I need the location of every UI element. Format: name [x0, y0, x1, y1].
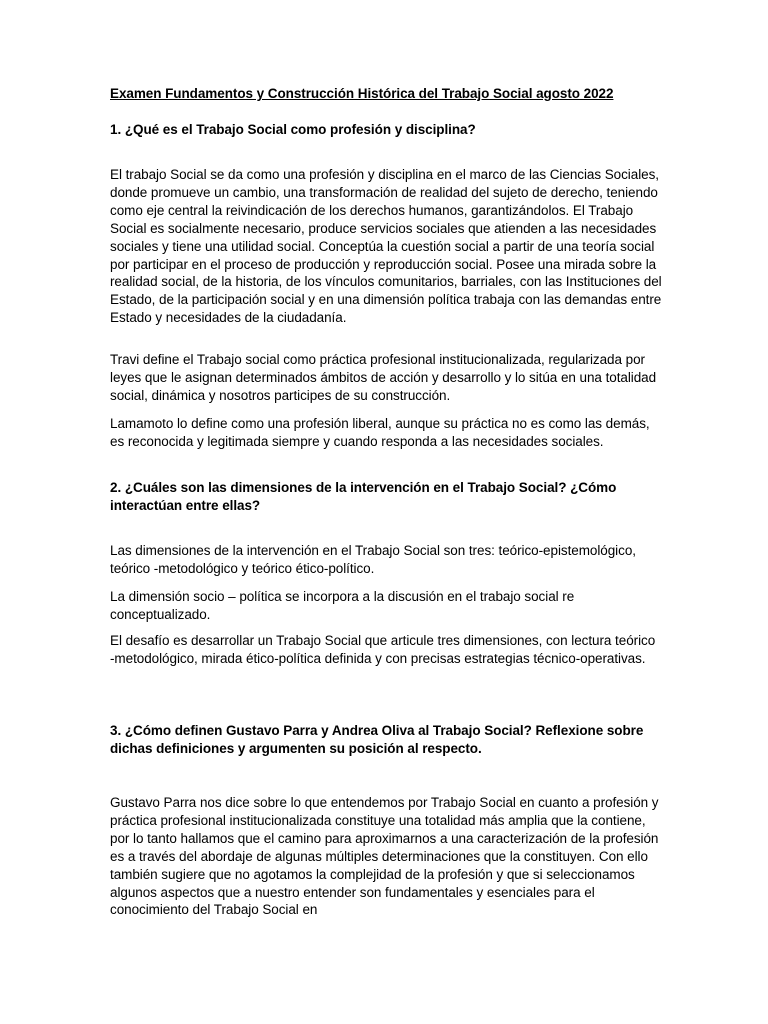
answer-2-paragraph-1: Las dimensiones de la intervención en el Trabajo Social son tres: teórico-epistemológico, teórico -metodológico y teórico ético-político.	[110, 543, 636, 576]
answer-1-paragraph-3: Lamamoto lo define como una profesión liberal, aunque su práctica no es como las demás, es reconocida y legitimada siempre y cuando responda a las necesidades sociales.	[110, 416, 650, 449]
answer-1-paragraph-1: El trabajo Social se da como una profesión y disciplina en el marco de las Ciencias Sociales, donde promueve un cambio, una transformación de realidad del sujeto de derecho, teniendo como eje central la reivindicación de los derechos humanos, garantizándolos. El Trabajo Social es socialmente necesario, produce servicios sociales que atienden a las necesidades sociales y tiene una utilidad social. Conceptúa la cuestión social a partir de una teoría social por participar en el proceso de producción y reproducción social. Posee una mirada sobre la realidad social, de la historia, de los vínculos comunitarios, barriales, con las Instituciones del Estado, de la participación social y en una dimensión política trabaja con las demandas entre Estado y necesidades de la ciudadanía.	[110, 167, 662, 326]
question-1: 1. ¿Qué es el Trabajo Social como profesión y disciplina?	[110, 122, 476, 137]
answer-3-paragraph-1: Gustavo Parra nos dice sobre lo que entendemos por Trabajo Social en cuanto a profesión y práctica profesional institucionalizada constituye una totalidad más amplia que la contiene, por lo tanto hallamos que el camino para aproximarnos a una caracterización de la profesión es a través del abordaje de algunas múltiples determinaciones que la constituyen. Con ello también sugiere que no agotamos la complejidad de la profesión y que si seleccionamos algunos aspectos que a nuestro entender son fundamentales y esenciales para el conocimiento del Trabajo Social en	[110, 795, 659, 918]
answer-1-paragraph-2: Travi define el Trabajo social como práctica profesional institucionalizada, regularizada por leyes que le asignan determinados ámbitos de acción y desarrollo y lo sitúa en una totalidad social, dinámica y nosotros participes de su construcción.	[110, 352, 657, 403]
answer-2-paragraph-3: El desafío es desarrollar un Trabajo Social que articule tres dimensiones, con lectura teórico -metodológico, mirada ético-política definida y con precisas estrategias técnico-operativas.	[110, 633, 656, 666]
question-3: 3. ¿Cómo definen Gustavo Parra y Andrea Oliva al Trabajo Social? Reflexione sobre dichas definiciones y argumenten su posición al respecto.	[110, 723, 644, 756]
document-title: Examen Fundamentos y Construcción Histórica del Trabajo Social agosto 2022	[110, 86, 614, 101]
answer-2-paragraph-2: La dimensión socio – política se incorpora a la discusión en el trabajo social re conceptualizado.	[110, 589, 575, 622]
question-2: 2. ¿Cuáles son las dimensiones de la intervención en el Trabajo Social? ¿Cómo interactúan entre ellas?	[110, 480, 617, 513]
